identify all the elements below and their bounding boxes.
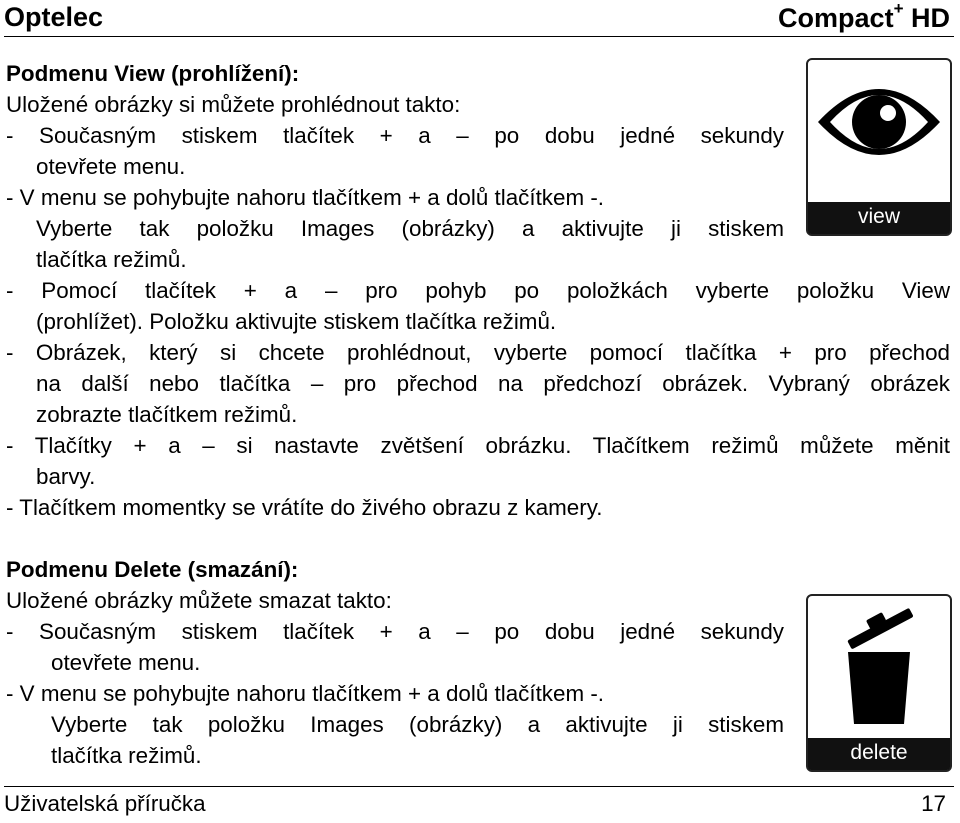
view-line: - Současným stiskem tlačítek + a – po dobu jedné sekundy bbox=[6, 123, 784, 148]
brand-name: Optelec bbox=[4, 2, 104, 32]
view-line: zobrazte tlačítkem režimů. bbox=[36, 402, 298, 427]
view-line: barvy. bbox=[36, 464, 96, 489]
view-line: - Pomocí tlačítek + a – pro pohyb po položkách vyberte položku View bbox=[6, 278, 950, 303]
view-intro: Uložené obrázky si můžete prohlédnout takto: bbox=[6, 92, 461, 117]
delete-heading: Podmenu Delete (smazání): bbox=[6, 557, 299, 582]
model-superscript: + bbox=[893, 0, 904, 18]
view-icon-card bbox=[806, 58, 952, 236]
delete-line: Vyberte tak položku Images (obrázky) a aktivujte ji stiskem bbox=[51, 712, 784, 737]
delete-intro: Uložené obrázky můžete smazat takto: bbox=[6, 588, 392, 613]
view-line: tlačítka režimů. bbox=[36, 247, 187, 272]
delete-line: - Současným stiskem tlačítek + a – po dobu jedné sekundy bbox=[6, 619, 784, 644]
view-icon-label: view bbox=[808, 202, 950, 234]
delete-line: - V menu se pohybujte nahoru tlačítkem + a dolů tlačítkem -. bbox=[6, 681, 605, 706]
view-line: na další nebo tlačítka – pro přechod na předchozí obrázek. Vybraný obrázek bbox=[36, 371, 950, 396]
view-heading: Podmenu View (prohlížení): bbox=[6, 61, 300, 86]
view-line: otevřete menu. bbox=[36, 154, 186, 179]
delete-line: otevřete menu. bbox=[51, 650, 201, 675]
page-number: 17 bbox=[921, 791, 946, 816]
eye-icon bbox=[808, 60, 950, 200]
trash-icon bbox=[808, 596, 950, 736]
model-suffix: HD bbox=[903, 3, 950, 33]
view-line: - Obrázek, který si chcete prohlédnout, vyberte pomocí tlačítka + pro přechod bbox=[6, 340, 950, 365]
delete-line: tlačítka režimů. bbox=[51, 743, 202, 768]
view-line: - Tlačítky + a – si nastavte zvětšení obrázku. Tlačítkem režimů můžete měnit bbox=[6, 433, 950, 458]
delete-icon-label: delete bbox=[808, 738, 950, 770]
page-footer bbox=[4, 786, 954, 823]
delete-icon-card bbox=[806, 594, 952, 772]
view-line: - V menu se pohybujte nahoru tlačítkem + a dolů tlačítkem -. bbox=[6, 185, 605, 210]
view-line: - Tlačítkem momentky se vrátíte do živého obrazu z kamery. bbox=[6, 495, 603, 520]
footer-title: Uživatelská příručka bbox=[4, 791, 206, 816]
view-line: (prohlížet). Položku aktivujte stiskem tlačítka režimů. bbox=[36, 309, 557, 334]
view-line: Vyberte tak položku Images (obrázky) a aktivujte ji stiskem bbox=[36, 216, 784, 241]
model-name: Compact bbox=[778, 3, 894, 33]
